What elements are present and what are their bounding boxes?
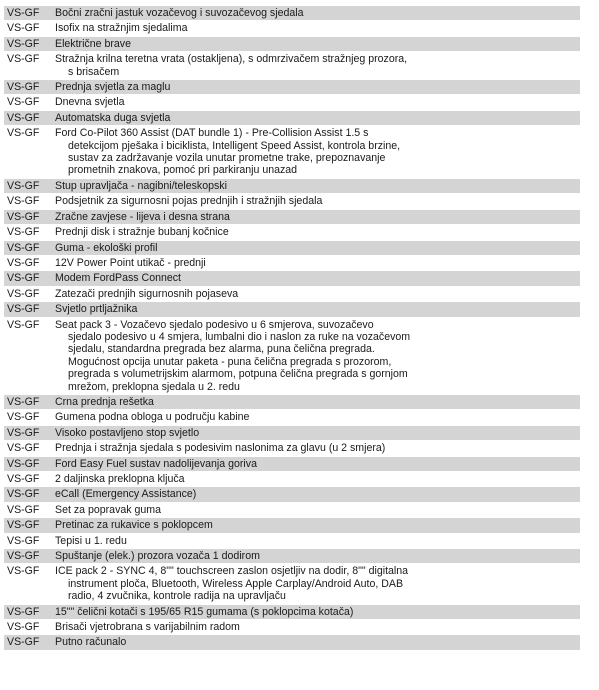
description-line: Guma - ekološki profil: [55, 241, 158, 254]
description-line: sustav za zadržavanje vozila unutar prometne trake, prepoznavanje: [68, 152, 386, 165]
table-row: [4, 487, 580, 502]
equipment-description: [53, 620, 580, 635]
table-row: [4, 410, 580, 425]
equipment-code: VS-GF: [4, 410, 53, 425]
equipment-description: [53, 271, 580, 286]
equipment-description: [53, 194, 580, 209]
equipment-description: [53, 549, 580, 564]
equipment-code: VS-GF: [4, 533, 53, 548]
equipment-code: VS-GF: [4, 178, 53, 193]
description-line: Ford Co-Pilot 360 Assist (DAT bundle 1) - Pre-Collision Assist 1.5 s: [55, 127, 369, 140]
equipment-description: [53, 425, 580, 440]
equipment-description: [53, 255, 580, 270]
equipment-description: [53, 80, 580, 95]
description-line: Crna prednja rešetka: [55, 395, 154, 408]
equipment-code: VS-GF: [4, 209, 53, 224]
table-row: [4, 564, 580, 604]
table-row: [4, 604, 580, 619]
table-row: [4, 533, 580, 548]
equipment-code: VS-GF: [4, 6, 53, 21]
equipment-description: [53, 487, 580, 502]
equipment-description: [53, 126, 580, 179]
description-line: Ford Easy Fuel sustav nadolijevanja goriva: [55, 457, 257, 470]
description-line: sjedalu, standardna pregrada bez alarma, puna čelična pregrada.: [68, 343, 375, 356]
equipment-description: [53, 564, 580, 604]
description-line: Automatska duga svjetla: [55, 111, 171, 124]
description-line: Spuštanje (elek.) prozora vozača 1 dodirom: [55, 550, 260, 563]
equipment-description: [53, 635, 580, 650]
table-row: [4, 126, 580, 179]
table-row: [4, 271, 580, 286]
table-row: [4, 472, 580, 487]
equipment-description: [53, 21, 580, 36]
table-row: [4, 95, 580, 110]
table-row: [4, 80, 580, 95]
description-line: Dnevna svjetla: [55, 96, 125, 109]
description-line: eCall (Emergency Assistance): [55, 488, 197, 501]
table-row: [4, 502, 580, 517]
equipment-description: [53, 410, 580, 425]
description-line: Podsjetnik za sigurnosni pojas prednjih i stražnjih sjedala: [55, 195, 323, 208]
description-line: ICE pack 2 - SYNC 4, 8"" touchscreen zaslon osjetljiv na dodir, 8"" digitalna: [55, 565, 409, 578]
equipment-description: [53, 604, 580, 619]
equipment-code: VS-GF: [4, 472, 53, 487]
equipment-code: VS-GF: [4, 110, 53, 125]
equipment-code: VS-GF: [4, 441, 53, 456]
equipment-code: VS-GF: [4, 271, 53, 286]
table-row: [4, 225, 580, 240]
description-line: Električne brave: [55, 37, 131, 50]
equipment-description: [53, 502, 580, 517]
table-row: [4, 518, 580, 533]
equipment-description: [53, 518, 580, 533]
table-row: [4, 441, 580, 456]
table-row: [4, 317, 580, 394]
equipment-code: VS-GF: [4, 286, 53, 301]
description-line: Isofix na stražnjim sjedalima: [55, 22, 188, 35]
description-line: radio, 4 zvučnika, kontrole radija na upravljaču: [68, 590, 286, 603]
description-line: 12V Power Point utikač - prednji: [55, 256, 206, 269]
table-row: [4, 110, 580, 125]
table-row: [4, 178, 580, 193]
description-line: sjedalo podesivo u 4 smjera, lumbalni dio i naslon za ruke na vozačevom: [68, 330, 411, 343]
equipment-code: VS-GF: [4, 194, 53, 209]
table-row: [4, 52, 580, 80]
description-line: prometnih znakova, pomoć pri parkiranju unazad: [68, 164, 298, 177]
description-line: Zatezači prednjih sigurnosnih pojaseva: [55, 287, 239, 300]
equipment-code: VS-GF: [4, 635, 53, 650]
description-line: instrument ploča, Bluetooth, Wireless Apple Carplay/Android Auto, DAB: [68, 577, 404, 590]
description-line: Stražnja krilna teretna vrata (ostakljena), s odmrzivačem stražnjeg prozora,: [55, 53, 408, 66]
equipment-code: VS-GF: [4, 126, 53, 179]
table-row: [4, 21, 580, 36]
table-row: [4, 425, 580, 440]
description-line: 15"" čelični kotači s 195/65 R15 gumama (s poklopcima kotača): [55, 605, 354, 618]
equipment-list: [4, 6, 580, 651]
equipment-code: VS-GF: [4, 620, 53, 635]
equipment-code: VS-GF: [4, 36, 53, 51]
description-line: pregrada s volumetrijskim alarmom, potpuna čelična pregrada s gornjom: [68, 368, 408, 381]
equipment-description: [53, 95, 580, 110]
description-line: Svjetlo prtljažnika: [55, 303, 138, 316]
table-row: [4, 635, 580, 650]
equipment-description: [53, 52, 580, 80]
equipment-code: VS-GF: [4, 240, 53, 255]
description-line: mrežom, preklopna sjedala u 2. redu: [68, 380, 240, 393]
equipment-description: [53, 110, 580, 125]
table-row: [4, 394, 580, 409]
equipment-code: VS-GF: [4, 487, 53, 502]
equipment-code: VS-GF: [4, 95, 53, 110]
equipment-description: [53, 225, 580, 240]
equipment-code: VS-GF: [4, 518, 53, 533]
table-row: [4, 456, 580, 471]
equipment-description: [53, 472, 580, 487]
equipment-code: VS-GF: [4, 52, 53, 80]
description-line: Set za popravak guma: [55, 503, 161, 516]
equipment-table-body: [4, 6, 580, 650]
table-row: [4, 620, 580, 635]
description-line: Tepisi u 1. redu: [55, 534, 127, 547]
equipment-code: VS-GF: [4, 394, 53, 409]
description-line: Prednja svjetla za maglu: [55, 81, 171, 94]
table-row: [4, 549, 580, 564]
equipment-description: [53, 441, 580, 456]
description-line: Gumena podna obloga u području kabine: [55, 411, 250, 424]
description-line: Prednja i stražnja sjedala s podesivim naslonima za glavu (u 2 smjera): [55, 442, 386, 455]
table-row: [4, 302, 580, 317]
equipment-code: VS-GF: [4, 604, 53, 619]
equipment-code: VS-GF: [4, 502, 53, 517]
equipment-description: [53, 456, 580, 471]
table-row: [4, 240, 580, 255]
equipment-description: [53, 317, 580, 394]
equipment-description: [53, 533, 580, 548]
equipment-code: VS-GF: [4, 80, 53, 95]
equipment-code: VS-GF: [4, 255, 53, 270]
description-line: s brisačem: [68, 65, 120, 78]
equipment-description: [53, 286, 580, 301]
description-line: Modem FordPass Connect: [55, 272, 182, 285]
equipment-code: VS-GF: [4, 21, 53, 36]
equipment-description: [53, 178, 580, 193]
equipment-code: VS-GF: [4, 425, 53, 440]
description-line: Mogućnost opcija unutar paketa - puna čelična pregrada s prozorom,: [68, 355, 392, 368]
equipment-table: [4, 6, 580, 651]
equipment-description: [53, 240, 580, 255]
equipment-code: VS-GF: [4, 317, 53, 394]
table-row: [4, 36, 580, 51]
table-row: [4, 255, 580, 270]
description-line: Stup upravljača - nagibni/teleskopski: [55, 179, 227, 192]
table-row: [4, 286, 580, 301]
equipment-code: VS-GF: [4, 564, 53, 604]
table-row: [4, 194, 580, 209]
equipment-code: VS-GF: [4, 456, 53, 471]
description-line: Seat pack 3 - Vozačevo sjedalo podesivo u 6 smjerova, suvozačevo: [55, 318, 374, 331]
description-line: Brisači vjetrobrana s varijabilnim radom: [55, 621, 240, 634]
description-line: Zračne zavjese - lijeva i desna strana: [55, 210, 230, 223]
equipment-description: [53, 36, 580, 51]
equipment-description: [53, 394, 580, 409]
description-line: Prednji disk i stražnje bubanj kočnice: [55, 226, 229, 239]
equipment-description: [53, 6, 580, 21]
equipment-description: [53, 302, 580, 317]
description-line: 2 daljinska preklopna ključa: [55, 473, 185, 485]
table-row: [4, 6, 580, 21]
equipment-code: VS-GF: [4, 225, 53, 240]
description-line: detekcijom pješaka i biciklista, Intelligent Speed Assist, kontrola brzine,: [68, 139, 401, 152]
description-line: Putno računalo: [55, 636, 127, 649]
description-line: Visoko postavljeno stop svjetlo: [55, 426, 200, 439]
description-line: Pretinac za rukavice s poklopcem: [55, 519, 213, 532]
table-row: [4, 209, 580, 224]
equipment-description: [53, 209, 580, 224]
equipment-code: VS-GF: [4, 549, 53, 564]
equipment-code: VS-GF: [4, 302, 53, 317]
description-line: Bočni zračni jastuk vozačevog i suvozačevog sjedala: [55, 7, 304, 19]
